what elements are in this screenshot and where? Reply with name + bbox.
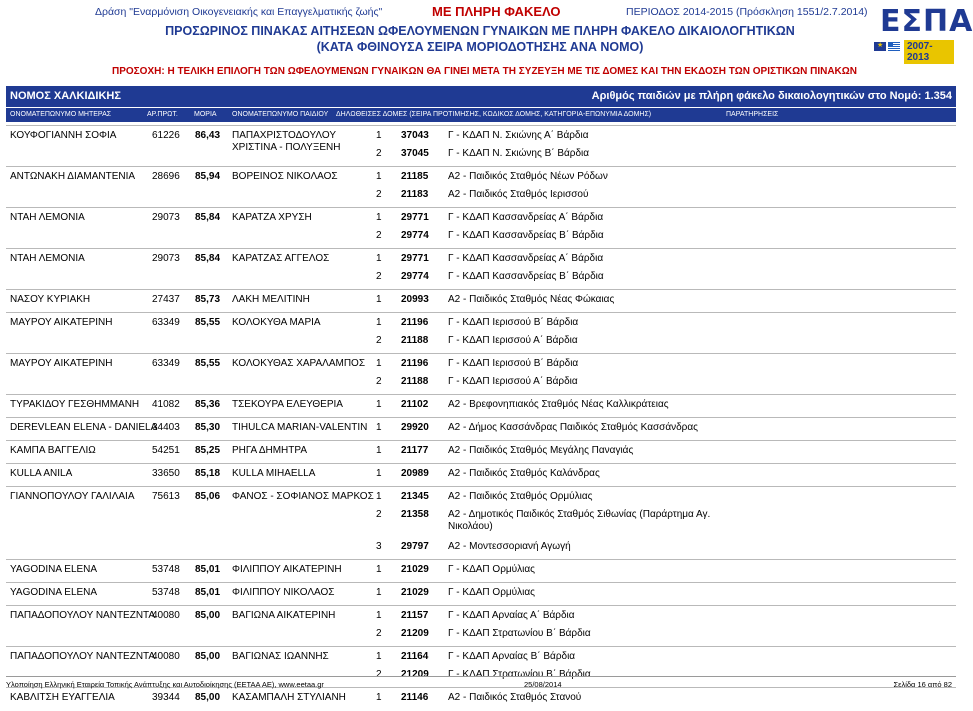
protocol-number: 63349 (152, 358, 180, 369)
table-row (6, 353, 956, 395)
program-name: Δράση "Εναρμόνιση Οικογενειακής και Επαγγελματικής ζωής" (95, 6, 383, 18)
protocol-number: 63349 (152, 317, 180, 328)
preference-order: 1 (376, 358, 382, 369)
preference-order: 2 (376, 271, 382, 282)
footer-credit: Υλοποίηση Ελληνική Εταιρεία Τοπικής Ανάπτυξης και Αυτοδιοίκησης (ΕΕΤΑΑ ΑΕ), www.eetaa.gr (6, 680, 324, 689)
score: 85,73 (195, 294, 221, 305)
table-row (6, 463, 956, 487)
preference-order: 1 (376, 422, 382, 433)
mother-name: ΑΝΤΩΝΑΚΗ ΔΙΑΜΑΝΤΕΝΙΑ (10, 171, 136, 182)
table-row (6, 582, 956, 606)
prefecture-bar (6, 86, 956, 107)
preference-order: 1 (376, 171, 382, 182)
preference-order: 1 (376, 253, 382, 264)
mother-name: ΤΥΡΑΚΙΔΟΥ ΓΕΣΘΗΜΜΑΝΗ (10, 399, 140, 410)
score: 85,55 (195, 358, 221, 369)
structure-name: Γ - ΚΔΑΠ Ιερισσού Α΄ Βάρδια (448, 335, 578, 346)
structure-code: 37045 (401, 148, 429, 159)
child-name: ΒΑΓΙΩΝΑ ΑΙΚΑΤΕΡΙΝΗ (232, 610, 336, 621)
structure-code: 21358 (401, 509, 429, 520)
preference-order: 1 (376, 212, 382, 223)
preference-order: 1 (376, 651, 382, 662)
structure-name: Α2 - Παιδικός Σταθμός Ορμύλιας (448, 491, 593, 502)
col-score: ΜΟΡΙΑ (194, 111, 217, 118)
score: 85,94 (195, 171, 221, 182)
eu-flag-icon: ★ (874, 42, 886, 51)
preference-order: 1 (376, 399, 382, 410)
structure-name: Α2 - Δημοτικός Παιδικός Σταθμός Σιθωνίας (Παράρτημα Αγ. (448, 509, 711, 520)
preference-order: 1 (376, 445, 382, 456)
child-name: TIHULCA MARIAN-VALENTIN (232, 422, 368, 433)
protocol-number: 61226 (152, 130, 180, 141)
preference-order: 3 (376, 541, 382, 553)
table-row (6, 687, 956, 711)
child-name: ΚΟΛΟΚΥΘΑΣ ΧΑΡΑΛΑΜΠΟΣ (232, 358, 366, 369)
column-header-bar (6, 108, 956, 122)
col-structures: ΔΗΛΩΘΕΙΣΕΣ ΔΟΜΕΣ (ΣΕΙΡΑ ΠΡΟΤΙΜΗΣΗΣ, ΚΩΔΙΚΟΣ ΔΟΜΗΣ, ΚΑΤΗΓΟΡΙΑ-ΕΠΩΝΥΜΙΑ ΔΟΜΗΣ) (336, 111, 652, 118)
score: 85,06 (195, 491, 221, 502)
score: 85,84 (195, 253, 221, 264)
score: 85,01 (195, 564, 221, 575)
preference-order: 1 (376, 468, 382, 479)
structure-code: 21157 (401, 610, 429, 621)
table-row (6, 605, 956, 647)
preference-order: 2 (376, 509, 382, 520)
table-row (6, 440, 956, 464)
score: 85,36 (195, 399, 221, 410)
preference-order: 1 (376, 692, 382, 703)
title-line-2: (ΚΑΤΑ ΦΘΙΝΟΥΣΑ ΣΕΙΡΑ ΜΟΡΙΟΔΟΤΗΣΗΣ ΑΝΑ ΝΟΜΟ) (316, 40, 644, 54)
structure-name: Γ - ΚΔΑΠ Κασσανδρείας Β΄ Βάρδια (448, 271, 604, 282)
child-name: ΤΣΕΚΟΥΡΑ ΕΛΕΥΘΕΡΙΑ (232, 399, 343, 410)
structure-name: Α2 - Παιδικός Σταθμός Νέας Φώκαιας (448, 294, 615, 305)
structure-code: 29771 (401, 253, 429, 264)
structure-code: 21196 (401, 358, 429, 369)
structure-name: Γ - ΚΔΑΠ Ορμύλιας (448, 564, 535, 575)
mother-name: ΠΑΠΑΔΟΠΟΥΛΟΥ ΝΑΝΤΕΖΝΤΑ (10, 651, 156, 662)
structure-code: 21183 (401, 189, 429, 200)
footer-divider (6, 676, 956, 677)
footer-page: Σελίδα 16 από 82 (893, 680, 952, 689)
mother-name: ΠΑΠΑΔΟΠΟΥΛΟΥ ΝΑΝΤΕΖΝΤΑ (10, 610, 156, 621)
structure-name: Γ - ΚΔΑΠ Ν. Σκιώνης Α΄ Βάρδια (448, 130, 589, 141)
title-line-1: ΠΡΟΣΩΡΙΝΟΣ ΠΙΝΑΚΑΣ ΑΙΤΗΣΕΩΝ ΩΦΕΛΟΥΜΕΝΩΝ ΓΥΝΑΙΚΩΝ ΜΕ ΠΛΗΡΗ ΦΑΚΕΛΟ ΔΙΚΑΙΟΛΟΓΗΤΙΚΩΝ (165, 24, 795, 38)
protocol-number: 53748 (152, 587, 180, 598)
score: 85,84 (195, 212, 221, 223)
structure-name: Γ - ΚΔΑΠ Αρναίας Β΄ Βάρδια (448, 651, 576, 662)
col-child: ΟΝΟΜΑΤΕΠΩΝΥΜΟ ΠΑΙΔΙΟΥ (232, 111, 329, 118)
child-name: ΡΗΓΑ ΔΗΜΗΤΡΑ (232, 445, 307, 456)
table-row (6, 207, 956, 249)
structure-code: 21177 (401, 445, 429, 456)
mother-name: ΚΑΒΛΙΤΣΗ ΕΥΑΓΓΕΛΙΑ (10, 692, 115, 703)
structure-name: Γ - ΚΔΑΠ Ν. Σκιώνης Β΄ Βάρδια (448, 148, 590, 159)
structure-code: 21029 (401, 587, 429, 598)
preference-order: 2 (376, 376, 382, 387)
protocol-number: 33650 (152, 468, 180, 479)
score: 85,25 (195, 445, 221, 456)
child-name: ΦΑΝΟΣ - ΣΟΦΙΑΝΟΣ ΜΑΡΚΟΣ (232, 491, 374, 502)
score: 85,00 (195, 692, 221, 703)
espa-logo (874, 4, 973, 63)
table-row (6, 125, 956, 167)
espa-logo-years: 2007-2013 (904, 40, 954, 64)
document-header (0, 0, 973, 88)
structure-code: 21209 (401, 669, 429, 680)
structure-name: Α2 - Δήμος Κασσάνδρας Παιδικός Σταθμός Κασσάνδρας (448, 422, 698, 433)
preference-order: 1 (376, 610, 382, 621)
score: 85,00 (195, 610, 221, 621)
mother-name: ΜΑΥΡΟΥ ΑΙΚΑΤΕΡΙΝΗ (10, 317, 113, 328)
structure-code: 29774 (401, 230, 429, 241)
structure-code: 29774 (401, 271, 429, 282)
structure-name: Γ - ΚΔΑΠ Κασσανδρείας Α΄ Βάρδια (448, 212, 604, 223)
mother-name: DEREVLEAN ELENA - DANIELA (10, 422, 158, 433)
structure-name: Α2 - Παιδικός Σταθμός Καλάνδρας (448, 468, 600, 479)
period: ΠΕΡΙΟΔΟΣ 2014-2015 (Πρόσκληση 1551/2.7.2014) (626, 6, 868, 18)
score: 85,01 (195, 587, 221, 598)
structure-name: Γ - ΚΔΑΠ Στρατωνίου Β΄ Βάρδια (448, 628, 591, 639)
structure-code: 21209 (401, 628, 429, 639)
table-row (6, 312, 956, 354)
structure-name: Γ - ΚΔΑΠ Κασσανδρείας Β΄ Βάρδια (448, 230, 604, 241)
protocol-number: 41082 (152, 399, 180, 410)
structure-name: Γ - ΚΔΑΠ Στρατωνίου Β΄ Βάρδια (448, 669, 591, 680)
preference-order: 1 (376, 294, 382, 305)
mother-name: ΚΑΜΠΑ ΒΑΓΓΕΛΙΩ (10, 445, 96, 456)
table-row (6, 559, 956, 583)
prefecture-name: ΝΟΜΟΣ ΧΑΛΚΙΔΙΚΗΣ (10, 90, 121, 102)
structure-code: 21164 (401, 651, 429, 662)
col-protocol: ΑΡ.ΠΡΩΤ. (147, 111, 178, 118)
structure-code: 21345 (401, 491, 429, 502)
protocol-number: 53748 (152, 564, 180, 575)
child-name: ΦΙΛΙΠΠΟΥ ΑΙΚΑΤΕΡΙΝΗ (232, 564, 342, 575)
col-notes: ΠΑΡΑΤΗΡΗΣΕΙΣ (726, 111, 779, 118)
flags-icon (874, 42, 900, 56)
protocol-number: 29073 (152, 253, 180, 264)
preference-order: 1 (376, 587, 382, 598)
table-row (6, 166, 956, 208)
child-name: ΦΙΛΙΠΠΟΥ ΝΙΚΟΛΑΟΣ (232, 587, 335, 598)
protocol-number: 54251 (152, 445, 180, 456)
structure-name: Α2 - Παιδικός Σταθμός Στανού (448, 692, 582, 703)
espa-logo-text: ΕΣΠΑ (880, 4, 973, 39)
protocol-number: 75613 (152, 491, 180, 502)
file-status: ΜΕ ΠΛΗΡΗ ΦΑΚΕΛΟ (432, 4, 561, 19)
mother-name: ΓΙΑΝΝΟΠΟΥΛΟΥ ΓΑΛΙΛΑΙΑ (10, 491, 135, 502)
child-name: ΚΑΡΑΤΖΑΣ ΑΓΓΕΛΟΣ (232, 253, 330, 264)
structure-code: 29797 (401, 541, 429, 553)
structure-code: 20993 (401, 294, 429, 305)
preference-order: 1 (376, 491, 382, 502)
structure-name: Α2 - Μοντεσσοριανή Αγωγή (448, 541, 571, 553)
table-row (6, 486, 956, 560)
structure-code: 37043 (401, 130, 429, 141)
table-row (6, 394, 956, 418)
mother-name: ΝΤΑΗ ΛΕΜΟΝΙΑ (10, 212, 85, 223)
child-name: ΚΑΣΑΜΠΑΛΗ ΣΤΥΛΙΑΝΗ (232, 692, 346, 703)
structure-name: Α2 - Βρεφονηπιακός Σταθμός Νέας Καλλικράτειας (448, 399, 669, 410)
table-row (6, 417, 956, 441)
structure-name: Α2 - Παιδικός Σταθμός Νέων Ρόδων (448, 171, 608, 182)
structure-name: Α2 - Παιδικός Σταθμός Μεγάλης Παναγιάς (448, 445, 634, 456)
children-count: Αριθμός παιδιών με πλήρη φάκελο δικαιολογητικών στο Νομό: 1.354 (591, 90, 952, 102)
mother-name: KULLA ANILA (10, 468, 73, 479)
mother-name: ΝΑΣΟΥ ΚΥΡΙΑΚΗ (10, 294, 91, 305)
structure-name: Γ - ΚΔΑΠ Αρναίας Α΄ Βάρδια (448, 610, 575, 621)
structure-code: 29771 (401, 212, 429, 223)
structure-code: 21102 (401, 399, 429, 410)
col-mother: ΟΝΟΜΑΤΕΠΩΝΥΜΟ ΜΗΤΕΡΑΣ (10, 111, 112, 118)
score: 85,18 (195, 468, 221, 479)
score: 85,00 (195, 651, 221, 662)
score: 85,55 (195, 317, 221, 328)
mother-name: ΚΟΥΦΟΓΙΑΝΝΗ ΣΟΦΙΑ (10, 130, 117, 141)
child-name: ΒΟΡΕΙΝΟΣ ΝΙΚΟΛΑΟΣ (232, 171, 338, 182)
header-info-line (0, 4, 960, 18)
preference-order: 2 (376, 230, 382, 241)
structure-name: Γ - ΚΔΑΠ Κασσανδρείας Α΄ Βάρδια (448, 253, 604, 264)
structure-code: 20989 (401, 468, 429, 479)
child-name: ΛΑΚΗ ΜΕΛΙΤΙΝΗ (232, 294, 310, 305)
structure-name: Γ - ΚΔΑΠ Ορμύλιας (448, 587, 535, 598)
preference-order: 1 (376, 317, 382, 328)
table-row (6, 289, 956, 313)
preference-order: 2 (376, 148, 382, 159)
footer-date: 25/08/2014 (524, 680, 562, 689)
child-name-line-2: ΧΡΙΣΤΙΝΑ - ΠΟΛΥΞΕΝΗ (232, 142, 341, 153)
protocol-number: 29073 (152, 212, 180, 223)
structure-name: Α2 - Παιδικός Σταθμός Ιερισσού (448, 189, 589, 200)
protocol-number: 28696 (152, 171, 180, 182)
structure-code: 21196 (401, 317, 429, 328)
structure-name-line-2: Νικολάου) (448, 521, 493, 532)
structure-code: 21029 (401, 564, 429, 575)
score: 86,43 (195, 130, 221, 141)
preference-order: 1 (376, 564, 382, 575)
structure-code: 21146 (401, 692, 429, 703)
child-name: ΚΑΡΑΤΖΑ ΧΡΥΣΗ (232, 212, 312, 223)
preference-order: 2 (376, 335, 382, 346)
preference-order: 1 (376, 130, 382, 141)
protocol-number: 39344 (152, 692, 180, 703)
mother-name: ΜΑΥΡΟΥ ΑΙΚΑΤΕΡΙΝΗ (10, 358, 113, 369)
preference-order: 2 (376, 189, 382, 200)
child-name: ΠΑΠΑΧΡΙΣΤΟΔΟΥΛΟΥ (232, 130, 337, 141)
structure-name: Γ - ΚΔΑΠ Ιερισσού Β΄ Βάρδια (448, 358, 579, 369)
structure-name: Γ - ΚΔΑΠ Ιερισσού Β΄ Βάρδια (448, 317, 579, 328)
structure-code: 21188 (401, 335, 429, 346)
preference-order: 2 (376, 628, 382, 639)
greek-flag-icon (888, 42, 900, 51)
table-row (6, 248, 956, 290)
child-name: KULLA MIHAELLA (232, 468, 316, 479)
structure-code: 29920 (401, 422, 429, 433)
structure-code: 21185 (401, 171, 429, 182)
score: 85,30 (195, 422, 221, 433)
mother-name: YAGODINA ELENA (10, 564, 98, 575)
protocol-number: 40080 (152, 651, 180, 662)
structure-code: 21188 (401, 376, 429, 387)
protocol-number: 27437 (152, 294, 180, 305)
structure-name: Γ - ΚΔΑΠ Ιερισσού Α΄ Βάρδια (448, 376, 578, 387)
child-name: ΒΑΓΙΩΝΑΣ ΙΩΑΝΝΗΣ (232, 651, 329, 662)
preference-order: 2 (376, 669, 382, 680)
warning-note: ΠΡΟΣΟΧΗ: Η ΤΕΛΙΚΗ ΕΠΙΛΟΓΗ ΤΩΝ ΩΦΕΛΟΥΜΕΝΩΝ ΓΥΝΑΙΚΩΝ ΘΑ ΓΙΝΕΙ ΜΕΤΑ ΤΗ ΣΥΖΕΥΞΗ ΜΕ ΤΙΣ ΔΟΜΕΣ ΚΑΙ ΤΗΝ ΕΚΔΟΣΗ ΤΩΝ ΟΡΙΣΤΙΚΩΝ ΠΙΝΑΚΩΝ (112, 66, 857, 77)
protocol-number: 34403 (152, 422, 180, 433)
mother-name: YAGODINA ELENA (10, 587, 98, 598)
child-name: ΚΟΛΟΚΥΘΑ ΜΑΡΙΑ (232, 317, 321, 328)
protocol-number: 40080 (152, 610, 180, 621)
mother-name: ΝΤΑΗ ΛΕΜΟΝΙΑ (10, 253, 85, 264)
